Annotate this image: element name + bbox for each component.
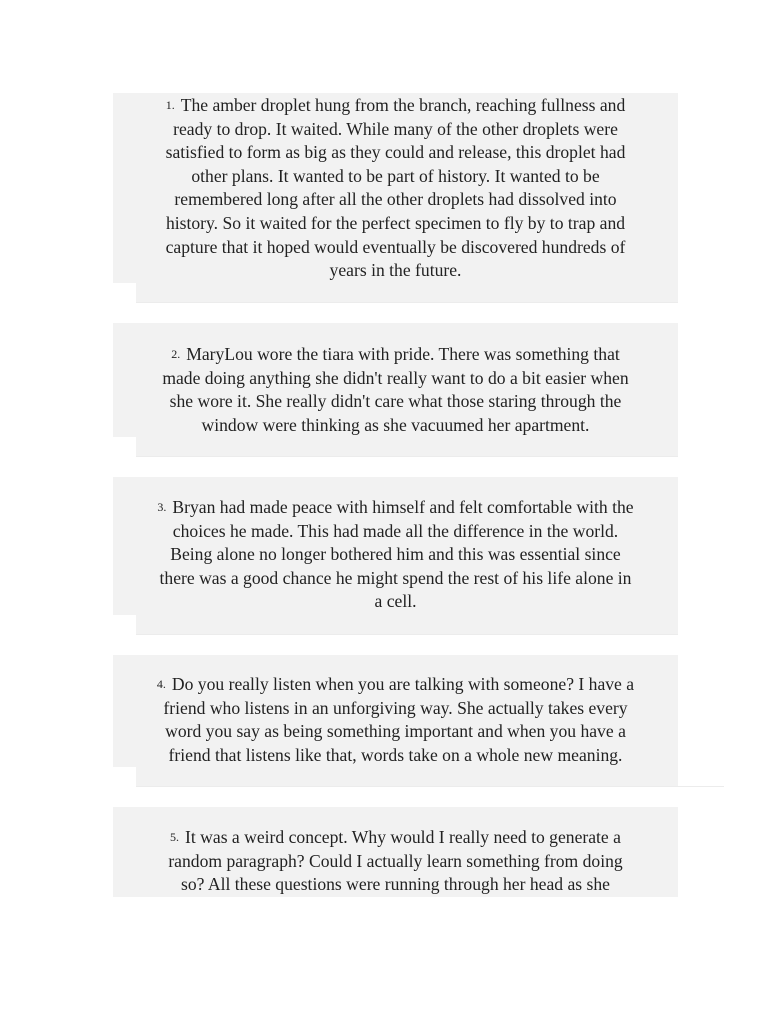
paragraph-background-tail [136, 283, 678, 302]
paragraph-line: ready to drop. It waited. While many of the other droplets were [173, 118, 618, 139]
paragraph-line: 4. Do you really listen when you are talking with someone? I have a [156, 674, 635, 694]
paragraph-number: 3. [157, 500, 167, 514]
paragraph-number: 2. [171, 347, 181, 361]
numbered-paragraph-1 [113, 94, 678, 283]
paragraph-line: years in the future. [329, 260, 462, 281]
paragraph-line: window were thinking as she vacuumed her apartment. [201, 414, 590, 435]
paragraph-line: made doing anything she didn't really want to do a bit easier when [162, 367, 629, 388]
paragraph-line: satisfied to form as big as they could and release, this droplet had [165, 142, 626, 163]
paragraph-line: a cell. [374, 591, 417, 612]
paragraph-line: 3. Bryan had made peace with himself and felt comfortable with the [157, 497, 634, 517]
paragraph-background-tail [136, 767, 678, 786]
paragraph-line: there was a good chance he might spend the rest of his life alone in [159, 567, 632, 588]
paragraph-line: Being alone no longer bothered him and this was essential since [170, 544, 621, 565]
paragraph-line: choices he made. This had made all the difference in the world. [172, 520, 619, 541]
paragraph-number: 4. [156, 677, 166, 691]
paragraph-line: friend who listens in an unforgiving way. She actually takes every [163, 697, 628, 718]
divider [136, 302, 678, 303]
paragraph-line: history. So it waited for the perfect specimen to fly by to trap and [165, 212, 626, 233]
paragraph-line: other plans. It wanted to be part of history. It wanted to be [191, 165, 600, 186]
numbered-paragraph-4 [113, 673, 678, 767]
divider [136, 786, 724, 787]
paragraph-line: 2. MaryLou wore the tiara with pride. There was something that [171, 344, 620, 364]
paragraph-line: friend that listens like that, words take on a whole new meaning. [168, 744, 623, 765]
paragraph-line: capture that it hoped would eventually be discovered hundreds of [165, 236, 626, 257]
paragraph-line: random paragraph? Could I actually learn something from doing [168, 850, 623, 871]
paragraph-number: 1. [165, 98, 175, 112]
paragraph-number: 5. [170, 830, 180, 844]
paragraph-line: word you say as being something important and when you have a [165, 721, 626, 742]
paragraph-background-tail [136, 615, 678, 634]
paragraph-line: 1. The amber droplet hung from the branch, reaching fullness and [165, 95, 626, 115]
paragraph-line: remembered long after all the other droplets had dissolved into [174, 189, 617, 210]
paragraph-line: so? All these questions were running through her head as she [181, 874, 610, 895]
numbered-paragraph-5 [113, 826, 678, 897]
paragraph-line: 5. It was a weird concept. Why would I really need to generate a [170, 827, 621, 847]
numbered-paragraph-2 [113, 343, 678, 437]
numbered-paragraph-3 [113, 496, 678, 614]
divider [136, 456, 678, 457]
divider [136, 634, 678, 635]
paragraph-line: she wore it. She really didn't care what those staring through the [169, 391, 622, 412]
paragraph-background-tail [136, 437, 678, 456]
